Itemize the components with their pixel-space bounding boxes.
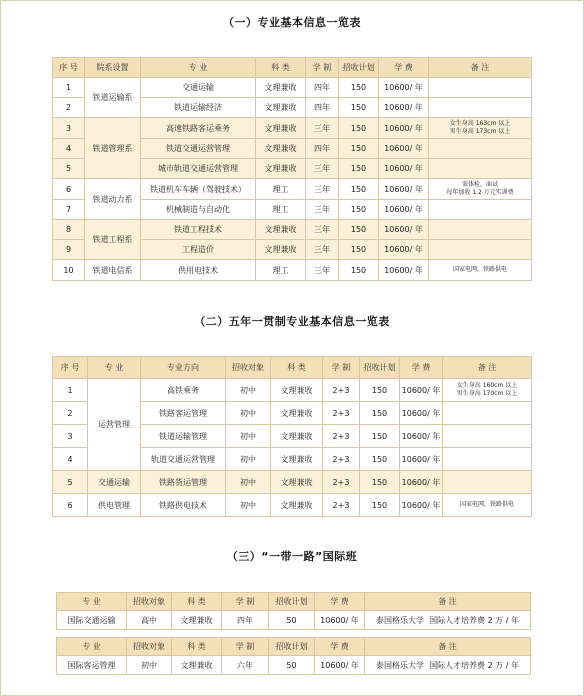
category-cell: 文理兼收 bbox=[271, 425, 323, 448]
header-cell: 备 注 bbox=[429, 58, 532, 78]
category-cell: 文理兼收 bbox=[256, 78, 306, 98]
department-cell: 铁道工程系 bbox=[85, 220, 141, 260]
duration-cell: 三年 bbox=[306, 200, 339, 220]
plan-cell: 150 bbox=[360, 448, 400, 471]
note-line: 国家电网，铁路供电 bbox=[459, 501, 514, 508]
note-cell bbox=[443, 448, 532, 471]
category-cell: 文理兼收 bbox=[172, 656, 222, 675]
header-cell: 招收计划 bbox=[339, 58, 379, 78]
header-cell: 院系设置 bbox=[85, 58, 141, 78]
fee-cell: 10600/ 年 bbox=[315, 656, 365, 675]
category-cell: 文理兼收 bbox=[271, 379, 323, 402]
section1-title: （一）专业基本信息一览表 bbox=[223, 16, 361, 29]
header-cell: 专业方向 bbox=[141, 357, 226, 379]
major-info-table bbox=[52, 57, 532, 281]
fee-cell: 10600/ 年 bbox=[400, 494, 443, 517]
fee-cell: 10600/ 年 bbox=[379, 78, 429, 98]
major-cell: 供电管理 bbox=[88, 494, 141, 517]
plan-cell: 150 bbox=[339, 118, 379, 139]
plan-cell: 150 bbox=[339, 200, 379, 220]
note-line: 国家电网，铁路供电 bbox=[452, 266, 507, 273]
duration-cell: 2+3 bbox=[323, 494, 360, 517]
target-cell: 高中 bbox=[127, 611, 172, 630]
header-cell: 招收对象 bbox=[127, 593, 172, 611]
row-number: 8 bbox=[53, 220, 85, 240]
row-number: 5 bbox=[53, 159, 85, 179]
major-cell: 铁道机车车辆（驾驶技术） bbox=[141, 179, 256, 200]
target-cell: 初中 bbox=[127, 656, 172, 675]
note-cell bbox=[429, 179, 532, 200]
note-cell bbox=[443, 402, 532, 425]
fee-cell: 10600/ 年 bbox=[379, 200, 429, 220]
note-cell bbox=[429, 98, 532, 118]
header-cell: 科 类 bbox=[172, 593, 222, 611]
duration-cell: 四年 bbox=[306, 98, 339, 118]
plan-cell: 150 bbox=[339, 98, 379, 118]
five-year-program-table bbox=[52, 356, 532, 517]
category-cell: 文理兼收 bbox=[271, 471, 323, 494]
header-cell: 招收计划 bbox=[269, 593, 315, 611]
category-cell: 文理兼收 bbox=[271, 448, 323, 471]
row-number: 6 bbox=[53, 179, 85, 200]
header-cell: 招收计划 bbox=[269, 638, 315, 656]
plan-cell: 150 bbox=[339, 260, 379, 281]
note-cell bbox=[443, 494, 532, 517]
table-row bbox=[57, 611, 531, 630]
header-cell: 专 业 bbox=[57, 593, 127, 611]
target-cell: 初中 bbox=[226, 425, 271, 448]
duration-cell: 四年 bbox=[222, 611, 269, 630]
header-cell: 备 注 bbox=[365, 638, 531, 656]
major-cell: 高速铁路客运乘务 bbox=[141, 118, 256, 139]
fee-cell: 10600/ 年 bbox=[379, 98, 429, 118]
note-cell bbox=[429, 200, 532, 220]
direction-cell: 铁路供电技术 bbox=[141, 494, 226, 517]
row-number: 10 bbox=[53, 260, 85, 281]
table-row bbox=[53, 260, 532, 281]
note-line: 男生身高 170cm 以上 bbox=[456, 390, 518, 397]
header-cell: 学 费 bbox=[315, 593, 365, 611]
note-line: 需体检，面试 bbox=[461, 181, 498, 188]
category-cell: 文理兼收 bbox=[172, 611, 222, 630]
partner-university: 泰国格乐大学 bbox=[375, 615, 424, 625]
category-cell: 理工 bbox=[256, 260, 306, 281]
duration-cell: 四年 bbox=[306, 78, 339, 98]
department-cell: 铁道动力系 bbox=[85, 179, 141, 220]
major-cell: 工程造价 bbox=[141, 240, 256, 260]
fee-cell: 10600/ 年 bbox=[400, 402, 443, 425]
category-cell: 理工 bbox=[256, 200, 306, 220]
table-row bbox=[53, 220, 532, 240]
partner-university: 泰国格乐大学 bbox=[375, 660, 424, 670]
fee-cell: 10600/ 年 bbox=[400, 471, 443, 494]
direction-cell: 高铁乘务 bbox=[141, 379, 226, 402]
category-cell: 文理兼收 bbox=[256, 240, 306, 260]
duration-cell: 三年 bbox=[306, 260, 339, 281]
row-number: 1 bbox=[53, 78, 85, 98]
target-cell: 初中 bbox=[226, 448, 271, 471]
row-number: 3 bbox=[53, 425, 88, 448]
training-fee-note: 国际人才培养费 2 万 / 年 bbox=[429, 660, 520, 670]
note-cell bbox=[429, 159, 532, 179]
table-row bbox=[53, 471, 532, 494]
header-cell: 专 业 bbox=[88, 357, 141, 379]
category-cell: 理工 bbox=[256, 179, 306, 200]
header-cell: 学 制 bbox=[323, 357, 360, 379]
fee-cell: 10600/ 年 bbox=[379, 118, 429, 139]
note-line: 男生身高 173cm 以上 bbox=[449, 128, 511, 135]
header-cell: 科 类 bbox=[271, 357, 323, 379]
header-cell: 学 费 bbox=[315, 638, 365, 656]
duration-cell: 2+3 bbox=[323, 471, 360, 494]
category-cell: 文理兼收 bbox=[256, 139, 306, 159]
duration-cell: 2+3 bbox=[323, 379, 360, 402]
fee-cell: 10600/ 年 bbox=[379, 220, 429, 240]
training-fee-note: 国际人才培养费 2 万 / 年 bbox=[429, 615, 520, 625]
plan-cell: 150 bbox=[339, 139, 379, 159]
note-cell bbox=[429, 220, 532, 240]
direction-cell: 轨道交通运营管理 bbox=[141, 448, 226, 471]
international-class-table-2 bbox=[56, 637, 531, 675]
plan-cell: 150 bbox=[339, 220, 379, 240]
table-header-row bbox=[57, 638, 531, 656]
fee-cell: 10600/ 年 bbox=[379, 139, 429, 159]
note-line: 女生身高 160cm 以上 bbox=[456, 382, 518, 389]
target-cell: 初中 bbox=[226, 379, 271, 402]
table-row bbox=[53, 179, 532, 200]
major-cell: 铁道交通运营管理 bbox=[141, 139, 256, 159]
category-cell: 文理兼收 bbox=[271, 402, 323, 425]
plan-cell: 150 bbox=[360, 471, 400, 494]
row-number: 9 bbox=[53, 240, 85, 260]
table-row bbox=[53, 78, 532, 98]
row-number: 2 bbox=[53, 98, 85, 118]
fee-cell: 10600/ 年 bbox=[400, 379, 443, 402]
plan-cell: 150 bbox=[339, 78, 379, 98]
row-number: 7 bbox=[53, 200, 85, 220]
table-row bbox=[53, 118, 532, 139]
direction-cell: 铁道运输管理 bbox=[141, 425, 226, 448]
major-cell: 城市轨道交通运营管理 bbox=[141, 159, 256, 179]
note-cell bbox=[365, 611, 531, 630]
note-cell bbox=[429, 78, 532, 98]
note-cell bbox=[443, 471, 532, 494]
header-cell: 序 号 bbox=[53, 58, 85, 78]
row-number: 4 bbox=[53, 448, 88, 471]
note-cell bbox=[443, 425, 532, 448]
target-cell: 初中 bbox=[226, 471, 271, 494]
table-header-row bbox=[53, 58, 532, 78]
row-number: 4 bbox=[53, 139, 85, 159]
category-cell: 文理兼收 bbox=[256, 98, 306, 118]
plan-cell: 150 bbox=[360, 425, 400, 448]
fee-cell: 10600/ 年 bbox=[400, 448, 443, 471]
duration-cell: 2+3 bbox=[323, 425, 360, 448]
category-cell: 文理兼收 bbox=[256, 159, 306, 179]
note-cell bbox=[429, 139, 532, 159]
fee-cell: 10600/ 年 bbox=[379, 240, 429, 260]
major-cell: 运营管理 bbox=[88, 379, 141, 471]
header-cell: 备 注 bbox=[443, 357, 532, 379]
note-cell bbox=[429, 260, 532, 281]
note-line: 每年加收 1.2 万元实训费 bbox=[446, 189, 514, 196]
major-cell: 供用电技术 bbox=[141, 260, 256, 281]
fee-cell: 10600/ 年 bbox=[379, 159, 429, 179]
international-class-table-1 bbox=[56, 592, 531, 630]
table-header-row bbox=[57, 593, 531, 611]
section3-title: （三）“一带一路”国际班 bbox=[226, 550, 358, 563]
header-cell: 专 业 bbox=[57, 638, 127, 656]
header-cell: 学 制 bbox=[306, 58, 339, 78]
header-cell: 科 类 bbox=[172, 638, 222, 656]
fee-cell: 10600/ 年 bbox=[315, 611, 365, 630]
duration-cell: 2+3 bbox=[323, 402, 360, 425]
major-cell: 国际客运管理 bbox=[57, 656, 127, 675]
major-cell: 交通运输 bbox=[141, 78, 256, 98]
table-row bbox=[53, 494, 532, 517]
target-cell: 初中 bbox=[226, 494, 271, 517]
note-cell bbox=[365, 656, 531, 675]
department-cell: 铁道电信系 bbox=[85, 260, 141, 281]
header-cell: 招收对象 bbox=[226, 357, 271, 379]
plan-cell: 150 bbox=[360, 402, 400, 425]
section2-title: （二）五年一贯制专业基本信息一览表 bbox=[194, 315, 390, 328]
table-header-row bbox=[53, 357, 532, 379]
header-cell: 备 注 bbox=[365, 593, 531, 611]
plan-cell: 150 bbox=[339, 159, 379, 179]
duration-cell: 三年 bbox=[306, 118, 339, 139]
major-cell: 铁道工程技术 bbox=[141, 220, 256, 240]
row-number: 5 bbox=[53, 471, 88, 494]
target-cell: 初中 bbox=[226, 402, 271, 425]
header-cell: 学 费 bbox=[379, 58, 429, 78]
row-number: 1 bbox=[53, 379, 88, 402]
major-cell: 国际交通运输 bbox=[57, 611, 127, 630]
direction-cell: 铁路客运管理 bbox=[141, 402, 226, 425]
header-cell: 学 制 bbox=[222, 638, 269, 656]
table-row bbox=[57, 656, 531, 675]
header-cell: 专 业 bbox=[141, 58, 256, 78]
header-cell: 学 制 bbox=[222, 593, 269, 611]
duration-cell: 六年 bbox=[222, 656, 269, 675]
category-cell: 文理兼收 bbox=[256, 220, 306, 240]
header-cell: 招收计划 bbox=[360, 357, 400, 379]
duration-cell: 三年 bbox=[306, 240, 339, 260]
row-number: 2 bbox=[53, 402, 88, 425]
department-cell: 铁道运输系 bbox=[85, 78, 141, 118]
plan-cell: 150 bbox=[339, 240, 379, 260]
plan-cell: 150 bbox=[339, 179, 379, 200]
department-cell: 铁道管理系 bbox=[85, 118, 141, 179]
header-cell: 序 号 bbox=[53, 357, 88, 379]
fee-cell: 10600/ 年 bbox=[400, 425, 443, 448]
fee-cell: 10600/ 年 bbox=[379, 179, 429, 200]
note-line: 女生身高 163cm 以上 bbox=[449, 120, 511, 127]
plan-cell: 50 bbox=[269, 656, 315, 675]
note-cell bbox=[443, 379, 532, 402]
fee-cell: 10600/ 年 bbox=[379, 260, 429, 281]
row-number: 6 bbox=[53, 494, 88, 517]
header-cell: 科 类 bbox=[256, 58, 306, 78]
duration-cell: 三年 bbox=[306, 220, 339, 240]
plan-cell: 150 bbox=[360, 494, 400, 517]
category-cell: 文理兼收 bbox=[271, 494, 323, 517]
duration-cell: 三年 bbox=[306, 159, 339, 179]
plan-cell: 150 bbox=[360, 379, 400, 402]
note-cell bbox=[429, 118, 532, 139]
plan-cell: 50 bbox=[269, 611, 315, 630]
major-cell: 机械制造与自动化 bbox=[141, 200, 256, 220]
note-cell bbox=[429, 240, 532, 260]
table-row bbox=[53, 379, 532, 402]
header-cell: 招收对象 bbox=[127, 638, 172, 656]
major-cell: 铁道运输经济 bbox=[141, 98, 256, 118]
row-number: 3 bbox=[53, 118, 85, 139]
header-cell: 学 费 bbox=[400, 357, 443, 379]
major-cell: 交通运输 bbox=[88, 471, 141, 494]
duration-cell: 三年 bbox=[306, 179, 339, 200]
direction-cell: 铁路货运管理 bbox=[141, 471, 226, 494]
category-cell: 文理兼收 bbox=[256, 118, 306, 139]
duration-cell: 四年 bbox=[306, 139, 339, 159]
duration-cell: 2+3 bbox=[323, 448, 360, 471]
